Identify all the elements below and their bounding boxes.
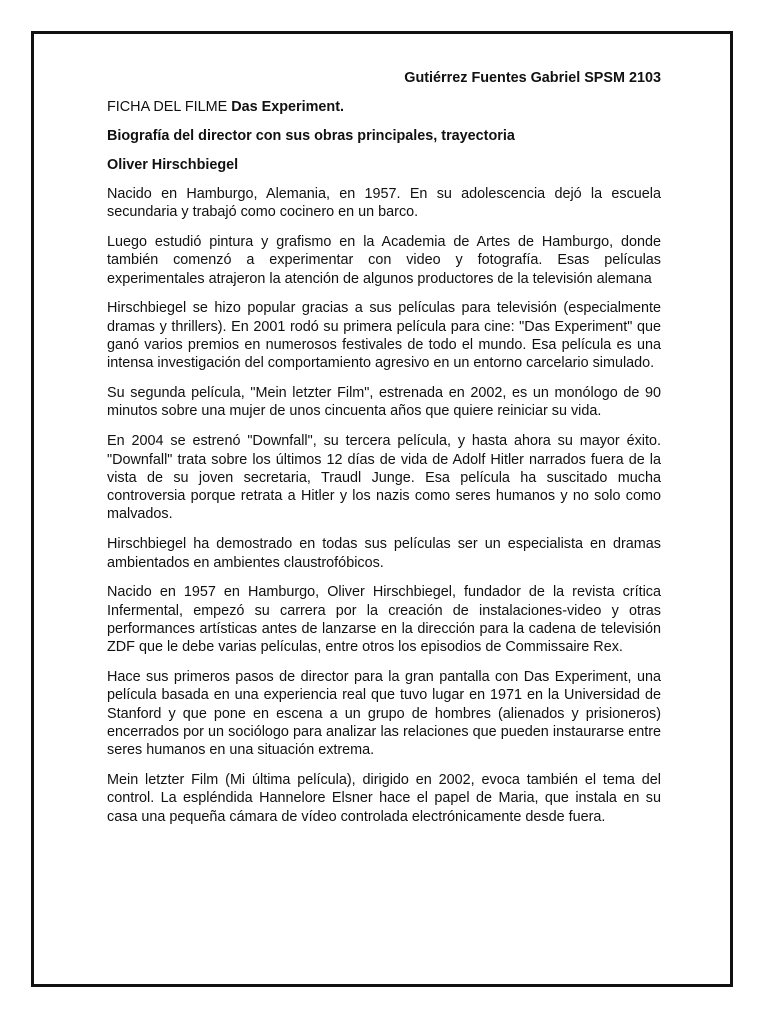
film-label: FICHA DEL FILME [107,99,228,115]
author-line: Gutiérrez Fuentes Gabriel SPSM 2103 [404,70,661,86]
director-name: Oliver Hirschbiegel [107,157,239,173]
paragraph-8: Hace sus primeros pasos de director para la gran pantalla con Das Experiment, una película basada en una experiencia real que tuvo lugar en 1971 en la Universidad de Stanford y que pone en escena a un grupo de hombres (alienados y prisioneros) encerrados por un sociólogo para analizar las relaciones que pueden instaurarse entre seres humanos en una situación extrema. [107,669,661,759]
paragraph-1: Nacido en Hamburgo, Alemania, en 1957. En su adolescencia dejó la escuela secundaria y trabajó como cocinero en un barco. [107,186,661,221]
paragraph-2: Luego estudió pintura y grafismo en la Academia de Artes de Hamburgo, donde también comenzó a experimentar con video y fotografía. Esas películas experimentales atrajeron la atención de algunos productores de la televisión alemana [107,234,661,287]
section-heading: Biografía del director con sus obras principales, trayectoria [107,128,515,144]
paragraph-9: Mein letzter Film (Mi última película), dirigido en 2002, evoca también el tema del control. La espléndida Hannelore Elsner hace el papel de Maria, que instala en su casa una pequeña cámara de vídeo controlada electrónicamente desde fuera. [107,772,661,825]
paragraph-4: Su segunda película, "Mein letzter Film", estrenada en 2002, es un monólogo de 90 minutos sobre una mujer de unos cincuenta años que quiere reiniciar su vida. [107,385,661,420]
paragraph-5: En 2004 se estrenó "Downfall", su tercera película, y hasta ahora su mayor éxito. "Downfall" trata sobre los últimos 12 días de vida de Adolf Hitler narrados fuera de la vista de su joven secretaria, Traudl Junge. Esa película ha suscitado mucha controversia porque retrata a Hitler y los nazis como seres humanos y no solo como malvados. [107,433,661,523]
film-title-line [107,98,661,116]
paragraph-7: Nacido en 1957 en Hamburgo, Oliver Hirschbiegel, fundador de la revista crítica Infermental, empezó su carrera por la creación de instalaciones-video y otras performances artísticas antes de lanzarse en la dirección para la cadena de televisión ZDF que le debe varias películas, entre otros los episodios de Commissaire Rex. [107,584,661,656]
document-body [107,69,661,837]
paragraph-3: Hirschbiegel se hizo popular gracias a sus películas para televisión (especialmente dramas y thrillers). En 2001 rodó su primera película para cine: "Das Experiment" que ganó varios premios en numerosos festivales de todo el mundo. Esa película es una intensa investigación del comportamiento agresivo en un entorno carcelario simulado. [107,300,661,372]
film-name: Das Experiment. [231,99,344,115]
paragraph-6: Hirschbiegel ha demostrado en todas sus películas ser un especialista en dramas ambientados en ambientes claustrofóbicos. [107,536,661,571]
